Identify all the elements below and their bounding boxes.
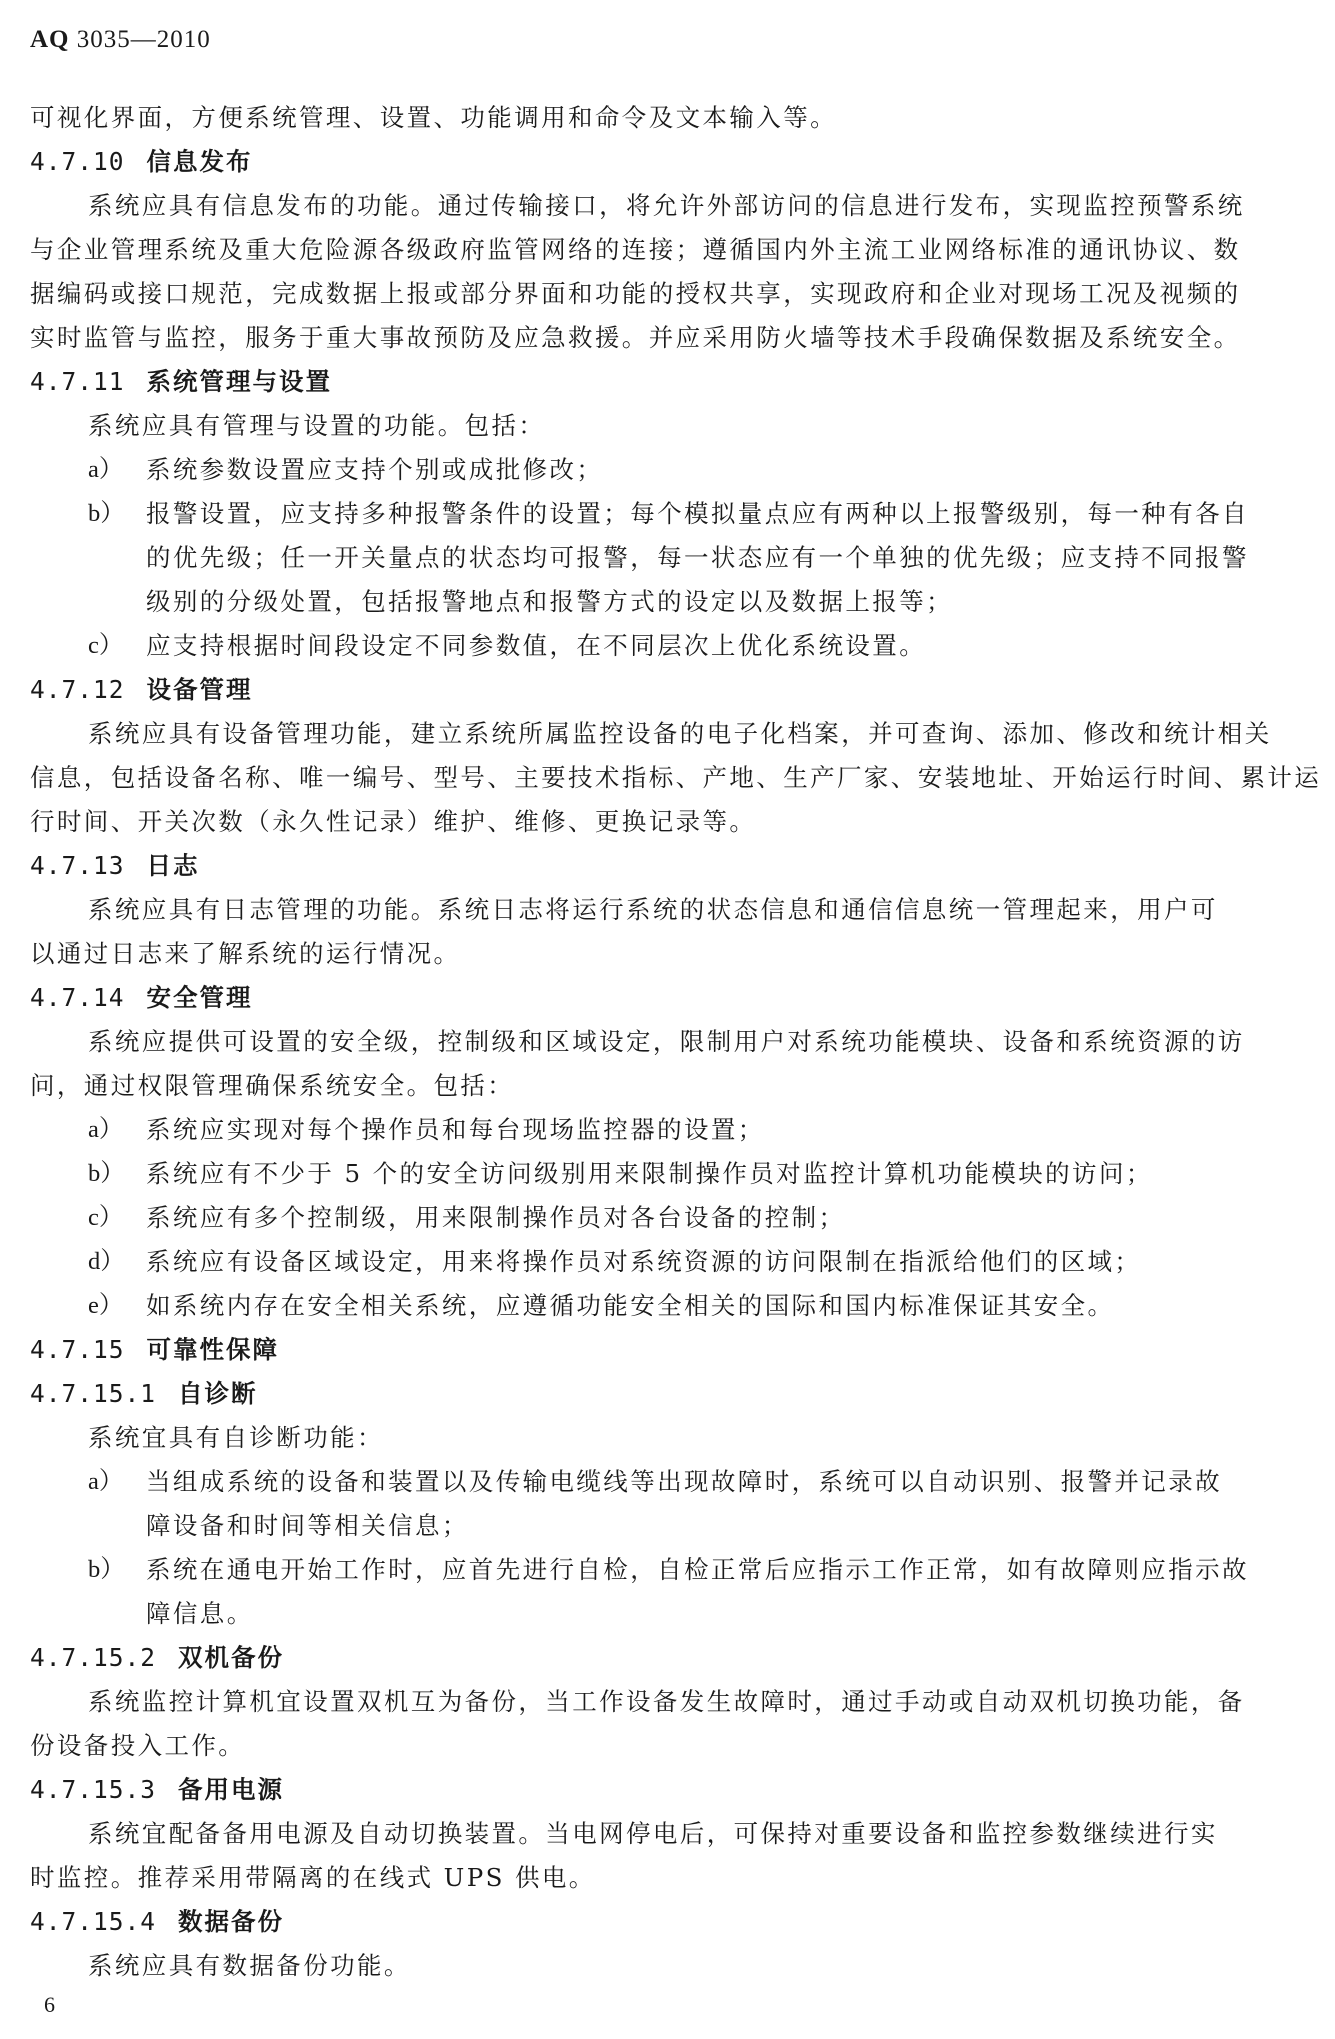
section-number: 4.7.15.4: [30, 1907, 157, 1936]
list-item-text: 应支持根据时间段设定不同参数值，在不同层次上优化系统设置。: [146, 631, 927, 660]
section-title: 信息发布: [146, 147, 253, 176]
list-marker: b）: [88, 1556, 125, 1583]
paragraph-line: 系统应具有设备管理功能，建立系统所属监控设备的电子化档案，并可查询、添加、修改和统计相关: [88, 719, 1272, 748]
list-item-text: 系统在通电开始工作时，应首先进行自检，自检正常后应指示工作正常，如有故障则应指示故: [146, 1555, 1249, 1584]
section-number: 4.7.15.2: [30, 1643, 157, 1672]
section-title: 设备管理: [146, 675, 253, 704]
section-heading-4-7-15-2: [30, 1636, 1312, 1680]
paragraph-line: 系统应具有日志管理的功能。系统日志将运行系统的状态信息和通信信息统一管理起来，用户可: [88, 895, 1218, 924]
list-item-continuation: 级别的分级处置，包括报警地点和报警方式的设定以及数据上报等；: [146, 587, 953, 616]
section-title: 数据备份: [178, 1907, 285, 1936]
paragraph-line: 系统应提供可设置的安全级，控制级和区域设定，限制用户对系统功能模块、设备和系统资源的访: [88, 1027, 1245, 1056]
section-title: 自诊断: [178, 1379, 258, 1408]
list-marker: c）: [88, 1204, 124, 1231]
list-marker: c）: [88, 632, 124, 659]
paragraph-line: 信息，包括设备名称、唯一编号、型号、主要技术指标、产地、生产厂家、安装地址、开始运行时间、累计运: [30, 763, 1322, 792]
paragraph-line: 问，通过权限管理确保系统安全。包括：: [30, 1071, 515, 1100]
section-title: 双机备份: [178, 1643, 285, 1672]
standard-prefix: AQ: [30, 26, 70, 53]
section-title: 备用电源: [178, 1775, 285, 1804]
section-number: 4.7.11: [30, 367, 125, 396]
section-heading-4-7-11: [30, 360, 1312, 404]
section-number: 4.7.13: [30, 851, 125, 880]
section-title: 可靠性保障: [146, 1335, 280, 1364]
list-item: [30, 624, 1312, 668]
section-title: 日志: [146, 851, 200, 880]
paragraph-line: 行时间、开关次数（永久性记录）维护、维修、更换记录等。: [30, 807, 757, 836]
list-item-text: 系统应有多个控制级，用来限制操作员对各台设备的控制；: [146, 1203, 846, 1232]
section-number: 4.7.14: [30, 983, 125, 1012]
list-item: [30, 1152, 1312, 1196]
list-marker: e）: [88, 1292, 124, 1319]
paragraph-line: 系统应具有管理与设置的功能。包括：: [88, 411, 546, 440]
list-marker: d）: [88, 1248, 125, 1275]
list-item: [30, 1284, 1312, 1328]
list-item: [30, 1108, 1312, 1152]
section-number: 4.7.12: [30, 675, 125, 704]
paragraph-line: 据编码或接口规范，完成数据上报或部分界面和功能的授权共享，实现政府和企业对现场工况及视频的: [30, 279, 1241, 308]
list-item-text: 如系统内存在安全相关系统，应遵循功能安全相关的国际和国内标准保证其安全。: [146, 1291, 1115, 1320]
paragraph-line: 以通过日志来了解系统的运行情况。: [30, 939, 461, 968]
section-number: 4.7.15.1: [30, 1379, 157, 1408]
section-title: 安全管理: [146, 983, 253, 1012]
list-item: [30, 492, 1312, 536]
continued-text-line: 可视化界面，方便系统管理、设置、功能调用和命令及文本输入等。: [30, 103, 837, 132]
list-item-text: 系统参数设置应支持个别或成批修改；: [146, 455, 604, 484]
section-number: 4.7.10: [30, 147, 125, 176]
standard-number: 3035—2010: [76, 26, 211, 53]
list-marker: b）: [88, 500, 125, 527]
list-item-text: 当组成系统的设备和装置以及传输电缆线等出现故障时，系统可以自动识别、报警并记录故: [146, 1467, 1222, 1496]
list-marker: b）: [88, 1160, 125, 1187]
list-item: [30, 1548, 1312, 1592]
section-number: 4.7.15: [30, 1335, 125, 1364]
paragraph-line: 实时监管与监控，服务于重大事故预防及应急救援。并应采用防火墙等技术手段确保数据及系统安全。: [30, 323, 1241, 352]
list-marker: a）: [88, 1468, 124, 1495]
section-heading-4-7-12: [30, 668, 1312, 712]
paragraph-line: 系统监控计算机宜设置双机互为备份，当工作设备发生故障时，通过手动或自动双机切换功能，备: [88, 1687, 1245, 1716]
list-item-text: 报警设置，应支持多种报警条件的设置；每个模拟量点应有两种以上报警级别，每一种有各自: [146, 499, 1249, 528]
section-heading-4-7-13: [30, 844, 1312, 888]
list-item: [30, 1196, 1312, 1240]
list-item: [30, 1460, 1312, 1504]
document-body: [30, 96, 1322, 1988]
paragraph-line: 系统应具有信息发布的功能。通过传输接口，将允许外部访问的信息进行发布，实现监控预警系统: [88, 191, 1245, 220]
section-heading-4-7-15-4: [30, 1900, 1312, 1944]
paragraph-line: 系统宜具有自诊断功能：: [88, 1423, 384, 1452]
list-marker: a）: [88, 1116, 124, 1143]
list-item-text: 系统应有设备区域设定，用来将操作员对系统资源的访问限制在指派给他们的区域；: [146, 1247, 1142, 1276]
section-heading-4-7-10: [30, 140, 1312, 184]
list-item: [30, 448, 1312, 492]
section-title: 系统管理与设置: [146, 367, 333, 396]
paragraph-line: 系统应具有数据备份功能。: [88, 1951, 411, 1980]
section-number: 4.7.15.3: [30, 1775, 157, 1804]
section-heading-4-7-15-3: [30, 1768, 1312, 1812]
paragraph-line: 份设备投入工作。: [30, 1731, 246, 1760]
paragraph-line: 系统宜配备备用电源及自动切换装置。当电网停电后，可保持对重要设备和监控参数继续进行实: [88, 1819, 1218, 1848]
list-item-continuation: 障设备和时间等相关信息；: [146, 1511, 469, 1540]
paragraph-line: 时监控。推荐采用带隔离的在线式 UPS 供电。: [30, 1863, 596, 1892]
section-heading-4-7-15: [30, 1328, 1312, 1372]
standard-code: [30, 26, 211, 54]
list-item-continuation: 障信息。: [146, 1599, 254, 1628]
list-item-continuation: 的优先级；任一开关量点的状态均可报警，每一状态应有一个单独的优先级；应支持不同报警: [146, 543, 1249, 572]
page-number: 6: [44, 1992, 55, 2017]
section-heading-4-7-15-1: [30, 1372, 1312, 1416]
list-item-text: 系统应有不少于 5 个的安全访问级别用来限制操作员对监控计算机功能模块的访问；: [146, 1159, 1153, 1188]
list-marker: a）: [88, 456, 124, 483]
paragraph-line: 与企业管理系统及重大危险源各级政府监管网络的连接；遵循国内外主流工业网络标准的通讯协议、数: [30, 235, 1241, 264]
list-item-text: 系统应实现对每个操作员和每台现场监控器的设置；: [146, 1115, 765, 1144]
section-heading-4-7-14: [30, 976, 1312, 1020]
list-item: [30, 1240, 1312, 1284]
